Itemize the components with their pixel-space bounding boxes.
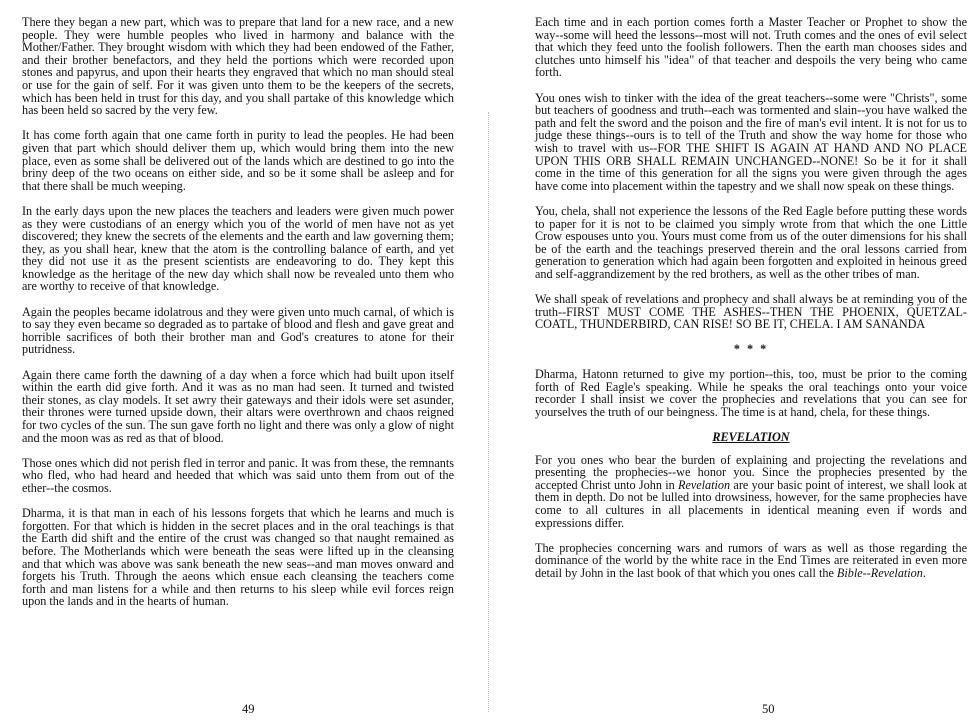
right-paragraph-2: You ones wish to tinker with the idea of the great teachers--some were "Christs", some but teachers of goodness and truth--each was tormented and slain--you have walked the path and felt the sword and the poison and the fire of man's evil intent. It is not for us to judge these things--ours is to tell of the Truth and show the way home for those who wish to travel with us--FOR THE SHIFT IS AGAIN AT HAND AND NO PLACE UPON THIS ORB SHALL REMAIN UNCHANGED--NONE! So be it for it shall come in the time of this generation for all the signs you were given through the ages have come into placement within the tapestry and we shall now speak on these things. bbox=[535, 90, 967, 193]
right-paragraph-6 bbox=[535, 454, 967, 530]
right-paragraph-7-text-a: The prophecies concerning wars and rumors of wars as well as those regarding the dominance of the world by the white race in the End Times are reiterated in even more detail by John in the last book of that which you ones call the bbox=[535, 540, 967, 580]
right-paragraph-6-text-a: For you ones who bear the burden of explaining and projecting the revelations and presenting the prophecies--we honor you. Since the prophecies presented by the accepted Christ unto John in bbox=[535, 452, 967, 492]
left-paragraph-7: Dharma, it is that man in each of his lessons forgets that which he learns and much is forgotten. For that which is hidden in the secret places and in the oral teachings is that the Earth did shift and the entire of the crust was changed so that naught remained as before. The Motherlands which were beneath the seas were lifted up in the cleansing and that which was above was sank beneath the new seas--and man moves onward and forgets his Truth. Through the aeons which ensue each cleansing the teachers come forth and man listens for a while and then returns to his sleep while evil forces reign upon the lands and in the hearts of human. bbox=[22, 506, 454, 609]
right-paragraph-1: Each time and in each portion comes forth a Master Teacher or Prophet to show the way--some will heed the lessons--most will not. Truth comes and the ones of evil select that which they feed unto the foolish followers. Then the earth man chooses sides and clutches unto himself his "idea" of that teacher and despoils the very being who came forth. bbox=[535, 15, 967, 80]
left-paragraph-2: It has come forth again that one came forth in purity to lead the peoples. He had been given that part which should deliver them up, which would bring them into the new place, even as some shall be delivered out of the lands which are destined to go into the briny deep of the two oceans on either side, and so be it some shall be asleep and for that there shall be much weeping. bbox=[22, 128, 454, 193]
right-paragraph-5: Dharma, Hatonn returned to give my portion--this, too, must be prior to the coming forth of Red Eagle's speaking. While he speaks the oral teachings onto your voice recorder I shall insist we cover the prophecies and revelations that you can see for yourselves the truth of our beingness. The time is at hand, chela, for these things. bbox=[535, 367, 967, 419]
left-paragraph-6: Those ones which did not perish fled in terror and panic. It was from these, the remnants who fled, who had heard and heeded that which was said unto them from out of the ether--the cosmos. bbox=[22, 455, 454, 495]
left-paragraph-4: Again the peoples became idolatrous and they were given unto much carnal, of which is to say they even became so degraded as to partake of blood and flesh and gave great and horrible sacrifices of both their brother man and God's creatures to atone for their putridness. bbox=[22, 304, 454, 357]
right-paragraph-7 bbox=[535, 542, 967, 580]
right-paragraph-6-italic: Revelation bbox=[678, 477, 731, 492]
section-heading-revelation: REVELATION bbox=[712, 430, 790, 444]
right-page bbox=[535, 16, 967, 592]
left-page bbox=[22, 16, 454, 621]
left-paragraph-5: Again there came forth the dawning of a day when a force which had built upon itself within the earth did give forth. And it was as no man had seen. It turned and twisted their stones, as clay models. It set awry their gateways and their idols were set asunder, their thrones were turned upside down, their altars were overthrown and chaos reigned for two cycles of the sun. The sun gave forth no light and there was only a glow of night and the moon was as red as that of blood. bbox=[22, 367, 454, 445]
gutter-divider bbox=[488, 112, 489, 712]
section-separator: * * * bbox=[733, 342, 769, 357]
right-paragraph-3: You, chela, shall not experience the lessons of the Red Eagle before putting these words to paper for it is not to be claimed you simply wrote from that which the one Little Crow espouses unto you. Yours must come from us of the outer dimensions for his shall be of the earth and the teachings preserved therein and the oral lessons carried from generation to generation which had again been forgotten and exploited in heinous greed and self-aggrandizement by the red brothers, as well as the other tribes of man. bbox=[535, 203, 967, 281]
right-paragraph-4: We shall speak of revelations and prophecy and shall always be at reminding you of the truth--FIRST MUST COME THE ASHES--THEN THE PHOENIX, QUETZAL-COATL, THUNDERBIRD, CAN RISE! SO BE IT, CHELA. I AM SANANDA bbox=[535, 292, 967, 332]
right-paragraph-7-italic: Bible--Revelation bbox=[836, 565, 923, 580]
left-paragraph-1: There they began a new part, which was to prepare that land for a new race, and a new people. They were humble peoples who lived in harmony and balance with the Mother/Father. They brought wisdom with which they had been endowed of the Father, and their brother benefactors, and they held the portions which were recorded upon stones and papyrus, and upon their hearts they engraved that which no man should steal or use for the gain of self. For it was given unto them to be the keepers of the secrets, which has been held in trust for this day, and you shall partake of this knowledge which has been held so sacred by the very few. bbox=[22, 15, 454, 118]
page-number-right: 50 bbox=[762, 702, 775, 716]
right-paragraph-7-text-b: . bbox=[922, 565, 926, 580]
page-number-left: 49 bbox=[242, 702, 255, 716]
right-paragraph-6-text-b: are your basic point of interest, we shall look at them in depth. Do not be lulled into drowsiness, however, for the same prophecies have come to all cultures in all placements in identical meaning even if words and expressions differ. bbox=[535, 477, 968, 530]
left-paragraph-3: In the early days upon the new places the teachers and leaders were given much power as they were custodians of an energy which you of the world of men have not as yet discovered; they knew the secrets of the elements and the earth and law governing them; they, as you shall hear, knew that the atom is the controlling balance of earth, and yet they did not use it as the present scientists are endeavoring to do. They kept this knowledge as the heritage of the new day which shall now be revealed unto them who are worthy to receive of that knowledge. bbox=[22, 203, 454, 294]
